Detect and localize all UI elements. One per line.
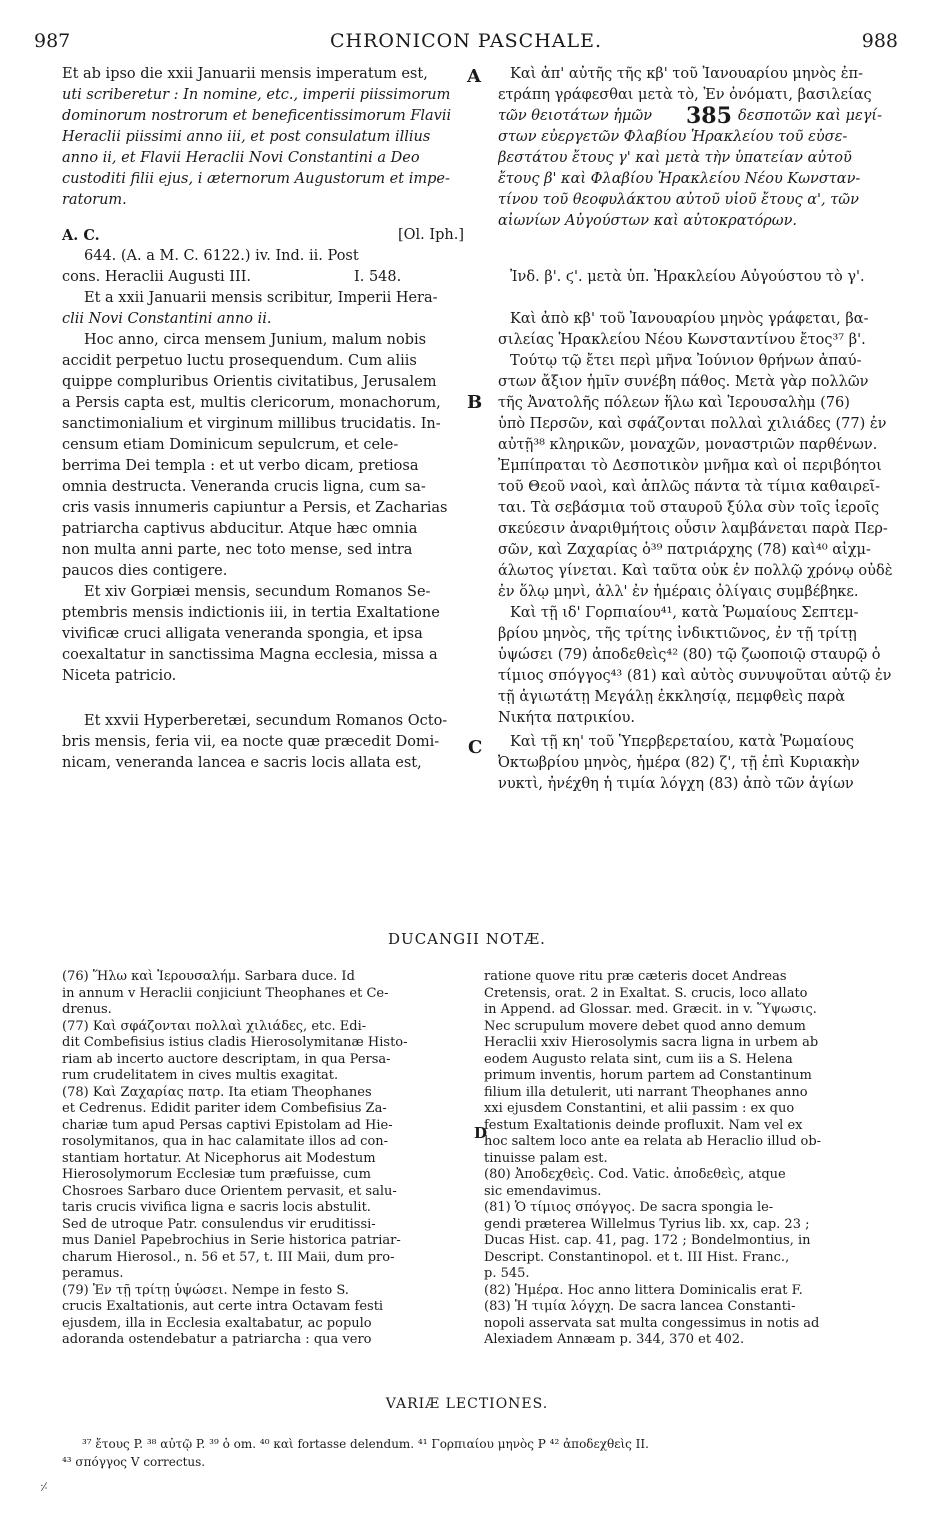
note-line: ejusdem, illa in Ecclesia exaltabatur, ac populo: [62, 1315, 372, 1331]
text-line: στων εὐεργετῶν Φλαβίου Ἡρακλείου τοῦ εὐσε-: [498, 129, 848, 145]
margin-letter-a: A: [467, 66, 481, 87]
text-line: a Persis capta est, multis clericorum, monachorum,: [62, 395, 441, 411]
margin-letter-d: D: [474, 1124, 488, 1142]
text-line: clii Novi Constantini anno ii.: [62, 311, 272, 327]
text-line: βεστάτου ἔτους γ' καὶ μετὰ τὴν ὑπατείαν αὐτοῦ: [498, 150, 852, 166]
text-line: non multa anni parte, nec toto mense, sed intra: [62, 542, 413, 558]
text-line: quippe compluribus Orientis civitatibus, Jerusalem: [62, 374, 437, 390]
note-line: filium illa detulerit, uti narrant Theophanes anno: [484, 1084, 808, 1100]
note-line: (81) Ὁ τίμιος σπόγγος. De sacra spongia le-: [484, 1200, 774, 1215]
margin-letter-c: C: [468, 737, 483, 758]
note-line: (79) Ἐν τῇ τρίτῃ ὑψώσει. Nempe in festo S.: [62, 1282, 349, 1298]
running-title: CHRONICON PASCHALE.: [329, 30, 603, 52]
consulate-line: cons. Heraclii Augusti III.: [62, 269, 252, 285]
note-line: Chosroes Sarbaro duce Orientem pervasit, et salu-: [62, 1183, 397, 1199]
text-line: ptembris mensis indictionis iii, in tertia Exaltatione: [62, 605, 440, 621]
notes-title: DUCANGII NOTÆ.: [388, 930, 546, 948]
text-line: Et xxvii Hyperberetæi, secundum Romanos Octo-: [84, 713, 448, 729]
note-line: taris crucis vivifica ligna e sacris locis abstulit.: [62, 1200, 371, 1215]
note-line: rum crudelitatem in cives multis exagitat.: [62, 1068, 339, 1083]
text-line: ratorum.: [62, 192, 127, 208]
text-line: dominorum nostrorum et beneficentissimorum Flavii: [62, 108, 452, 124]
text-line: τῇ ἁγιωτάτῃ Μεγάλῃ ἐκκλησίᾳ, πεμφθεὶς παρὰ: [498, 689, 846, 705]
note-line: festum Exaltationis deinde profluxit. Nam vel ex: [484, 1117, 803, 1133]
note-line: peramus.: [62, 1266, 124, 1281]
note-line: (80) Ἀποδεχθεὶς. Cod. Vatic. ἀποδεθεὶς, atque: [484, 1167, 786, 1182]
note-line: Sed de utroque Patr. consulendus vir eruditissi-: [62, 1216, 376, 1232]
text-line: ἐν ὅλῳ μηνὶ, ἀλλ' ἐν ἡμέραις ὀλίγαις συμβέβηκε.: [498, 584, 859, 600]
note-line: hoc saltem loco ante ea relata ab Heraclio illud ob-: [484, 1134, 822, 1149]
note-line: (82) Ἡμέρα. Hoc anno littera Dominicalis erat F.: [484, 1282, 803, 1298]
text-line: Heraclii piissimi anno iii, et post consulatum illius: [62, 129, 431, 145]
latin-column: [62, 64, 464, 774]
text-line: ὑψώσει (79) ἀποδεθεὶς⁴² (80) τῷ ζωοποιῷ σταυρῷ ὁ: [498, 647, 881, 663]
note-line: sic emendavimus.: [484, 1183, 602, 1199]
text-line: vivificæ cruci alligata veneranda spongia, et ipsa: [62, 626, 423, 642]
text-line: custoditi filii ejus, i æternorum Augustorum et impe-: [62, 171, 450, 187]
text-line: ται. Τὰ σεβάσμια τοῦ σταυροῦ ξύλα σὺν τοῖς ἱεροῖς: [498, 500, 880, 516]
text-line: άλωτος γίνεται. Καὶ ταῦτα οὐκ ἐν πολλῷ χρόνῳ οὐδὲ: [498, 563, 893, 579]
text-line: νυκτὶ, ἠνέχθη ἡ τιμία λόγχη (83) ἀπὸ τῶν ἁγίων: [498, 776, 854, 792]
text-line: censum etiam Dominicum sepulcrum, et cele-: [62, 437, 399, 453]
note-line: dit Combefisius istius cladis Hierosolymitanæ Histo-: [62, 1035, 408, 1050]
right-page-number: 988: [861, 30, 898, 52]
text-line: paucos dies contigere.: [62, 563, 228, 579]
text-line: Τούτῳ τῷ ἔτει περὶ μῆνα Ἰούνιον θρήνων ἀπαύ-: [510, 353, 862, 369]
note-line: nopoli asservata sat multa congessimus in notis ad: [484, 1315, 820, 1331]
text-line: Νικήτα πατρικίου.: [498, 710, 635, 726]
text-line: patriarcha captivus abducitur. Atque hæc omnia: [62, 521, 418, 537]
varia-lectiones: [62, 1435, 894, 1471]
note-line: rosolymitanos, qua in hac calamitate illos ad con-: [62, 1134, 389, 1149]
text-line: Et a xxii Januarii mensis scribitur, Imperii Hera-: [84, 290, 438, 306]
text-line: τίνου τοῦ θεοφυλάκτου αὐτοῦ υἱοῦ ἔτους α', τῶν: [498, 192, 859, 208]
text-line: Ὀκτωβρίου μηνὸς, ἡμέρα (82) ζ', τῇ ἐπὶ Κυριακὴν: [498, 755, 860, 771]
text-line: τῶν θειοτάτων ἡμῶν: [498, 108, 653, 124]
text-line: Ἐμπίπραται τὸ Δεσποτικὸν μνῆμα καὶ οἱ περιβόητοι: [498, 458, 882, 474]
text-line: σῶν, καὶ Ζαχαρίας ὁ³⁹ πατριάρχης (78) καὶ⁴⁰ αἰχμ-: [498, 542, 871, 558]
note-line: Descript. Constantinopol. et t. III Hist. Franc.,: [484, 1249, 790, 1265]
text-line: Καὶ ἀπὸ κβ' τοῦ Ἰανουαρίου μηνὸς γράφεται, βα-: [510, 311, 869, 327]
text-line: τῆς Ἀνατολῆς πόλεων ἥλω καὶ Ἱερουσαλὴμ (76): [498, 395, 850, 411]
text-line: Καὶ ἀπ' αὐτῆς τῆς κβ' τοῦ Ἰανουαρίου μηνὸς ἐπ-: [510, 66, 863, 82]
note-line: (83) Ἡ τιμία λόγχη. De sacra lancea Constanti-: [484, 1299, 796, 1314]
text-line: ὑπὸ Περσῶν, καὶ σφάζονται πολλαὶ χιλιάδες (77) ἐν: [498, 416, 887, 432]
text-line: δεσποτῶν καὶ μεγί-: [738, 108, 882, 124]
notes-left-column: [62, 969, 468, 1349]
text-line: βρίου μηνὸς, τῆς τρίτης ἰνδικτιῶνος, ἐν τῇ τρίτῃ: [498, 626, 857, 642]
note-line: Hierosolymorum Ecclesiæ tum præfuisse, cum: [62, 1167, 371, 1182]
text-line: ἔτους β' καὶ Φλαβίου Ἡρακλείου Νέου Κωνσταν-: [498, 171, 861, 187]
note-line: tinuisse palam est.: [484, 1150, 608, 1166]
greek-column: [498, 64, 902, 795]
text-line: bris mensis, feria vii, ea nocte quæ præcedit Domi-: [62, 734, 440, 750]
left-page-number: 987: [34, 30, 71, 52]
note-line: stantiam hortatur. At Nicephorus ait Modestum: [62, 1150, 376, 1166]
text-line: anno ii, et Flavii Heraclii Novi Constantini a Deo: [62, 150, 420, 166]
text-line: σιλείας Ἡρακλείου Νέου Κωνσταντίνου ἔτος³⁷ β'.: [498, 332, 866, 348]
note-line: mus Daniel Papebrochius in Serie historica patriar-: [62, 1233, 401, 1248]
year-line: 644. (A. a M. C. 6122.) iv. Ind. ii. Post: [84, 248, 359, 264]
margin-letter-b: B: [467, 392, 483, 413]
stray-mark: ⸓: [40, 1480, 48, 1494]
text-line: nicam, veneranda lancea e sacris locis allata est,: [62, 755, 422, 771]
varia-title: VARIÆ LECTIONES.: [385, 1396, 549, 1412]
text-line: Καὶ τῇ κη' τοῦ Ὑπερβερεταίου, κατὰ Ῥωμαίους: [510, 734, 854, 750]
text-line: αὐτῇ³⁸ κληρικῶν, μοναχῶν, μοναστριῶν παρθένων.: [498, 437, 878, 453]
text-line: αἰωνίων Αὐγούστων καὶ αὐτοκρατόρων.: [498, 213, 798, 229]
ind-line: Ἰνδ. β'. ϛ'. μετὰ ὑπ. Ἡρακλείου Αὐγούστου τὸ γ'.: [510, 269, 865, 285]
page-header: [34, 30, 898, 60]
note-line: crucis Exaltationis, aut certe intra Octavam festi: [62, 1299, 384, 1314]
text-line: σκεύεσιν ἀναριθμήτοις οὖσιν λαμβάνεται παρὰ Περ-: [498, 521, 888, 537]
note-line: Nec scrupulum movere debet quod anno demum: [484, 1018, 806, 1034]
ac-label: A. C.: [62, 227, 100, 244]
note-line: (78) Καὶ Ζαχαρίας πατρ. Ita etiam Theophanes: [62, 1084, 372, 1100]
text-line: Et xiv Gorpiæi mensis, secundum Romanos Se-: [84, 584, 431, 600]
latin-paragraph-1: [62, 64, 464, 211]
note-line: charum Hierosol., n. 56 et 57, t. III Maii, dum pro-: [62, 1249, 395, 1265]
note-line: Alexiadem Annæam p. 344, 370 et 402.: [484, 1332, 745, 1347]
text-line: coexaltatur in sanctissima Magna ecclesia, missa a: [62, 647, 438, 663]
text-line: στων ἄξιον ἡμῖν συνέβη πάθος. Μετὰ γὰρ πολλῶν: [498, 374, 869, 390]
note-line: Heraclii xxiv Hierosolymis sacra ligna in urbem ab: [484, 1035, 819, 1050]
note-line: drenus.: [62, 1002, 112, 1017]
note-line: gendi præterea Willelmus Tyrius lib. xx, cap. 23 ;: [484, 1216, 810, 1232]
olympiad-marker: [Ol. Iph.]: [397, 227, 464, 243]
note-line: xxi ejusdem Constantini, et alii passim : ex quo: [484, 1101, 795, 1116]
text-line: τοῦ Θεοῦ ναοὶ, καὶ ἁπλῶς πάντα τὰ τίμια καθαιρεῖ-: [498, 479, 881, 495]
note-line: (76) Ἥλω καὶ Ἱερουσαλήμ. Sarbara duce. Id: [62, 969, 355, 984]
note-line: in Append. ad Glossar. med. Græcit. in v. Ὕψωσις.: [484, 1002, 817, 1017]
text-line: τίμιος σπόγγος⁴³ (81) καὶ αὐτὸς συνυψοῦται αὐτῷ ἐν: [498, 668, 892, 684]
text-line: Καὶ τῇ ιδ' Γορπιαίου⁴¹, κατὰ Ῥωμαίους Σεπτεμ-: [510, 605, 859, 621]
note-line: Cretensis, orat. 2 in Exaltat. S. crucis, loco allato: [484, 985, 808, 1001]
text-line: Et ab ipso die xxii Januarii mensis imperatum est,: [62, 66, 428, 82]
text-line: accidit perpetuo luctu prosequendum. Cum aliis: [62, 353, 417, 369]
varia-line: ³⁷ ἔτους P. ³⁸ αὐτῷ P. ³⁹ ὁ om. ⁴⁰ καὶ fortasse delendum. ⁴¹ Γορπιαίου μηνὸς P ⁴² ἀποδεχθεὶς II.: [82, 1437, 649, 1451]
note-line: eodem Augusto relata sint, cum iis a S. Helena: [484, 1051, 793, 1067]
notes-right-column: [484, 969, 904, 1349]
note-line: ratione quove ritu præ cæteris docet Andreas: [484, 969, 787, 984]
note-line: primum inventis, horum partem ad Constantinum: [484, 1068, 812, 1083]
note-line: (77) Καὶ σφάζονται πολλαὶ χιλιάδες, etc. Edi-: [62, 1018, 367, 1034]
text-line: cris vasis innumeris capiuntur a Persis, et Zacharias: [62, 500, 448, 516]
text-line: sanctimonialium et virginum millibus trucidatis. In-: [62, 416, 441, 432]
text-line: uti scriberetur : In nomine, etc., imperii piissimorum: [62, 87, 451, 103]
text-line: omnia destructa. Veneranda crucis ligna, cum sa-: [62, 479, 426, 495]
varia-line: ⁴³ σπόγγος V correctus.: [62, 1455, 206, 1469]
text-line: berrima Dei templa : et ut verbo dicam, pretiosa: [62, 458, 419, 474]
text-line: Hoc anno, circa mensem Junium, malum nobis: [84, 332, 427, 348]
note-line: adoranda ostendebatur a patriarcha : qua vero: [62, 1332, 372, 1347]
note-line: p. 545.: [484, 1266, 530, 1281]
note-line: Ducas Hist. cap. 41, pag. 172 ; Bondelmontius, in: [484, 1233, 811, 1248]
page-marker: 385: [686, 103, 732, 129]
note-line: in annum v Heraclii conjiciunt Theophanes et Ce-: [62, 985, 389, 1001]
text-line: ετράπη γράφεσθαι μετὰ τὸ, Ἐν ὀνόματι, βασιλείας: [498, 87, 872, 103]
note-line: riam ab incerto auctore descriptam, in qua Persa-: [62, 1051, 391, 1067]
note-line: chariæ tum apud Persas captivi Epistolam ad Hie-: [62, 1117, 393, 1133]
consulate-ref: I. 548.: [354, 269, 402, 285]
text-line: Niceta patricio.: [62, 668, 177, 684]
note-line: et Cedrenus. Edidit pariter idem Combefisius Za-: [62, 1101, 387, 1116]
